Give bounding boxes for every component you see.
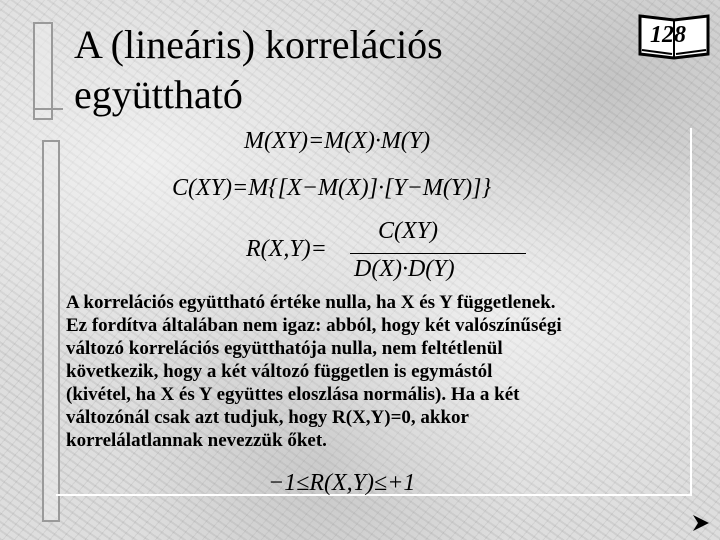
explanation-paragraph (66, 291, 694, 452)
page-number: 128 (650, 22, 686, 48)
paragraph-line: korrelálatlannak nevezzük őket. (66, 430, 327, 451)
formula-text: C(XY)=M{[X−M(X)]·[Y−M(Y)]} (172, 175, 492, 201)
arrow-bullet-icon (690, 512, 712, 534)
paragraph-line: A korrelációs együttható értéke nulla, ha X és Y függetlenek. (66, 292, 556, 313)
book-page-badge (636, 10, 712, 60)
paragraph-line: Ez fordítva általában nem igaz: abból, hogy két valószínűségi (66, 315, 562, 336)
paragraph-line: (kivétel, ha X és Y együttes eloszlása normális). Ha a két (66, 384, 520, 405)
formula-text: −1≤R(X,Y)≤+1 (268, 470, 416, 496)
fraction-bar (350, 253, 526, 254)
paragraph-line: változónál csak azt tudjuk, hogy R(X,Y)=0, akkor (66, 407, 469, 428)
slide-title (74, 20, 544, 120)
title-line-1: A (lineáris) korrelációs (74, 22, 443, 67)
formula-numerator: C(XY) (378, 218, 438, 244)
formula-denominator: D(X)·D(Y) (354, 256, 455, 282)
paragraph-line: következik, hogy a két változó független is egymástól (66, 361, 493, 382)
formula-lhs: R(X,Y)= (246, 236, 327, 262)
decorative-bar-top (33, 22, 53, 120)
decorative-bar-top-foot (33, 108, 63, 120)
formula-expectation-product (244, 128, 430, 155)
formula-text: M(XY)=M(X)·M(Y) (244, 128, 431, 154)
paragraph-line: változó korrelációs együtthatója nulla, nem feltétlenül (66, 338, 503, 359)
formula-covariance (172, 175, 491, 202)
title-line-2: együttható (74, 72, 243, 117)
next-arrow-icon[interactable] (690, 512, 712, 534)
formula-correlation-range (268, 470, 415, 497)
